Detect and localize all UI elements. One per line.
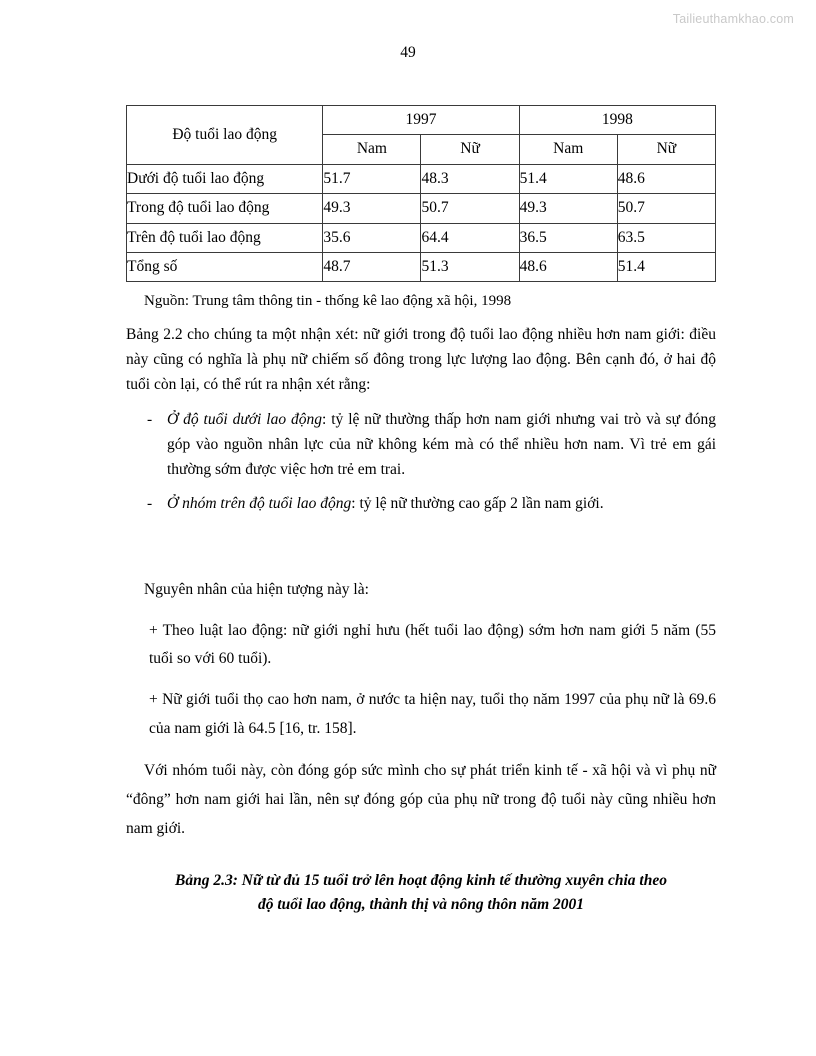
table-row bbox=[127, 164, 716, 193]
row-label: Trong độ tuổi lao động bbox=[127, 194, 323, 223]
cell-1998-nam: 51.4 bbox=[519, 164, 617, 193]
dash-marker-icon: - bbox=[147, 494, 153, 512]
cell-1997-nu: 51.3 bbox=[421, 252, 519, 281]
caption-line-2: độ tuổi lao động, thành thị và nông thôn năm 2001 bbox=[257, 895, 585, 913]
page-content bbox=[126, 105, 716, 916]
header-group-1997: 1997 bbox=[323, 106, 519, 135]
list-item bbox=[126, 407, 716, 482]
table-header bbox=[127, 106, 716, 165]
cell-1998-nam: 36.5 bbox=[519, 223, 617, 252]
reasons-conclusion-paragraph: Với nhóm tuổi này, còn đóng góp sức mình cho sự phát triển kinh tế - xã hội và vì phụ nữ “đông” hơn nam giới hai lần, nên sự đóng góp của phụ nữ trong độ tuổi này cũng nhiều hơn nam giới. bbox=[126, 762, 716, 837]
header-1997-nu: Nữ bbox=[421, 135, 519, 164]
section-spacer bbox=[126, 516, 716, 576]
table-row bbox=[127, 194, 716, 223]
cell-1997-nam: 35.6 bbox=[323, 223, 421, 252]
caption-line-1: Bảng 2.3: Nữ từ đủ 15 tuổi trở lên hoạt động kinh tế thường xuyên chia theo bbox=[175, 872, 667, 890]
table-header-row-groups bbox=[127, 106, 716, 135]
cell-1997-nam: 49.3 bbox=[323, 194, 421, 223]
table-source-note: Nguồn: Trung tâm thông tin - thống kê lao động xã hội, 1998 bbox=[144, 293, 512, 310]
cell-1997-nam: 51.7 bbox=[323, 164, 421, 193]
row-label: Tổng số bbox=[127, 252, 323, 281]
table-body bbox=[127, 164, 716, 282]
row-label: Trên độ tuổi lao động bbox=[127, 223, 323, 252]
row-label: Dưới độ tuổi lao động bbox=[127, 164, 323, 193]
bullet-emphasis: Ở nhóm trên độ tuổi lao động bbox=[167, 494, 352, 512]
table-row bbox=[127, 223, 716, 252]
cell-1998-nu: 48.6 bbox=[617, 164, 715, 193]
bullet-text: : tỷ lệ nữ thường cao gấp 2 lần nam giới. bbox=[351, 494, 604, 512]
bullet-emphasis: Ở độ tuổi dưới lao động bbox=[167, 410, 322, 428]
header-row-label: Độ tuổi lao động bbox=[127, 106, 323, 165]
header-group-1998: 1998 bbox=[519, 106, 715, 135]
cell-1997-nu: 48.3 bbox=[421, 164, 519, 193]
cell-1998-nu: 50.7 bbox=[617, 194, 715, 223]
header-1998-nu: Nữ bbox=[617, 135, 715, 164]
site-watermark: Tailieuthamkhao.com bbox=[672, 12, 794, 26]
reason-item-2: + Nữ giới tuổi thọ cao hơn nam, ở nước ta hiện nay, tuổi thọ năm 1997 của phụ nữ là 69.6 của nam giới là 64.5 [16, tr. 158]. bbox=[149, 691, 716, 737]
page-number: 49 bbox=[400, 44, 416, 61]
labor-age-distribution-table bbox=[126, 105, 716, 282]
header-1997-nam: Nam bbox=[323, 135, 421, 164]
cell-1997-nu: 50.7 bbox=[421, 194, 519, 223]
header-1998-nam: Nam bbox=[519, 135, 617, 164]
table-row bbox=[127, 252, 716, 281]
commentary-bullet-list bbox=[126, 407, 716, 516]
reason-item-1: + Theo luật lao động: nữ giới nghỉ hưu (hết tuổi lao động) sớm hơn nam giới 5 năm (55 tuổi so với 60 tuổi). bbox=[149, 621, 716, 668]
bullet-text: : tỷ lệ nữ thường thấp hơn nam giới nhưng vai trò và sự đóng góp vào nguồn nhân lực của nữ không kém mà có thể nhiều hơn nam. Vì trẻ em gái thường sớm được việc hơn trẻ em trai. bbox=[167, 410, 716, 478]
cell-1998-nu: 51.4 bbox=[617, 252, 715, 281]
cell-1997-nu: 64.4 bbox=[421, 223, 519, 252]
cell-1998-nu: 63.5 bbox=[617, 223, 715, 252]
cell-1998-nam: 49.3 bbox=[519, 194, 617, 223]
list-item bbox=[126, 491, 716, 516]
cell-1997-nam: 48.7 bbox=[323, 252, 421, 281]
commentary-intro-paragraph: Bảng 2.2 cho chúng ta một nhận xét: nữ giới trong độ tuổi lao động nhiều hơn nam giới: điều này cũng có nghĩa là phụ nữ chiếm số đông trong lực lượng lao động. Bên cạnh đó, ở hai độ tuổi còn lại, có thể rút ra nhận xét rằng: bbox=[126, 326, 716, 394]
reasons-lead-paragraph: Nguyên nhân của hiện tượng này là: bbox=[144, 581, 369, 599]
next-table-caption bbox=[126, 869, 716, 916]
cell-1998-nam: 48.6 bbox=[519, 252, 617, 281]
dash-marker-icon: - bbox=[147, 410, 153, 428]
